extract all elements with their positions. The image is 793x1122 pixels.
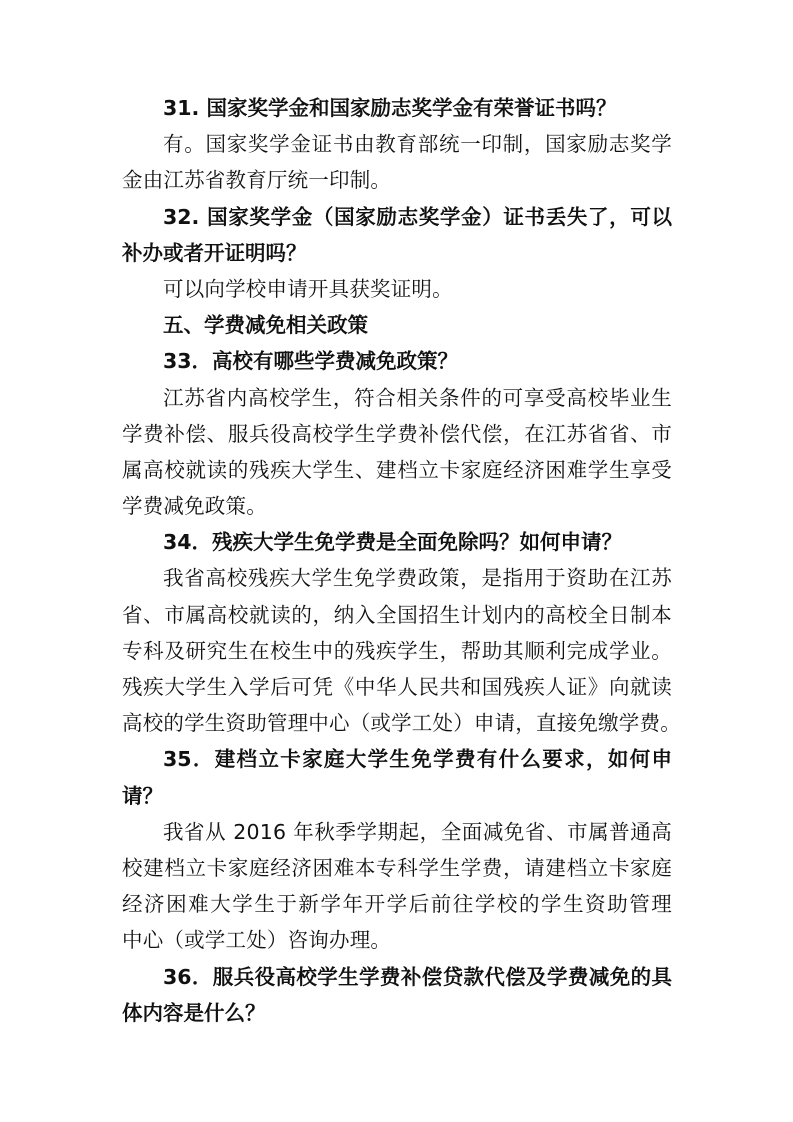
text-line: 金由江苏省教育厅统一印制。 [122, 168, 392, 193]
paragraph [122, 380, 672, 525]
paragraph [122, 560, 681, 741]
paragraph [122, 271, 672, 307]
text-line: 校建档立卡家庭经济困难本专科学生学费，请建档立卡家庭 [122, 855, 672, 880]
text-line: 省、市属高校就读的，纳入全国招生计划内的高校全日制本 [122, 602, 672, 627]
question-heading [122, 199, 672, 271]
text-line: 可以向学校申请开具获奖证明。 [163, 276, 453, 301]
text-line: 体内容是什么？ [122, 1000, 266, 1025]
question-heading [122, 959, 672, 1031]
question-heading [122, 524, 672, 560]
question-heading [122, 343, 672, 379]
section-heading [122, 307, 672, 343]
text-line: 中心（或学工处）咨询办理。 [122, 928, 392, 953]
text-line: 35．建档立卡家庭大学生免学费有什么要求，如何申 [163, 747, 672, 772]
text-line: 我省从 2016 年秋季学期起，全面减免省、市属普通高 [163, 819, 672, 844]
document-body [122, 90, 681, 1031]
text-line: 专科及研究生在校生中的残疾学生，帮助其顺利完成学业。 [122, 638, 672, 663]
text-line: 学费减免政策。 [122, 494, 267, 519]
text-line: 34．残疾大学生免学费是全面免除吗？如何申请？ [163, 530, 623, 555]
text-line: 我省高校残疾大学生免学费政策，是指用于资助在江苏 [163, 566, 672, 591]
text-line: 五、学费减免相关政策 [163, 313, 368, 338]
question-heading [122, 90, 672, 126]
text-line: 请？ [122, 783, 163, 808]
text-line: 36．服兵役高校学生学费补偿贷款代偿及学费减免的具 [163, 964, 672, 989]
question-heading [122, 741, 672, 813]
text-line: 有。国家奖学金证书由教育部统一印制，国家励志奖学 [163, 132, 672, 157]
text-line: 经济困难大学生于新学年开学后前往学校的学生资助管理 [122, 892, 672, 917]
text-line: 高校的学生资助管理中心（或学工处）申请，直接免缴学费。 [122, 711, 681, 736]
text-line: 补办或者开证明吗？ [122, 240, 307, 265]
text-line: 残疾大学生入学后可凭《中华人民共和国残疾人证》向就读 [122, 675, 672, 699]
text-line: 33．高校有哪些学费减免政策？ [163, 349, 459, 374]
text-line: 32. 国家奖学金（国家励志奖学金）证书丢失了，可以 [163, 204, 672, 229]
text-line: 学费补偿、服兵役高校学生学费补偿代偿，在江苏省省、市 [122, 421, 672, 446]
text-line: 江苏省内高校学生，符合相关条件的可享受高校毕业生 [163, 385, 672, 410]
paragraph [122, 814, 672, 959]
paragraph [122, 126, 672, 198]
text-line: 属高校就读的残疾大学生、建档立卡家庭经济困难学生享受 [122, 457, 672, 482]
text-line: 31. 国家奖学金和国家励志奖学金有荣誉证书吗？ [163, 96, 617, 120]
